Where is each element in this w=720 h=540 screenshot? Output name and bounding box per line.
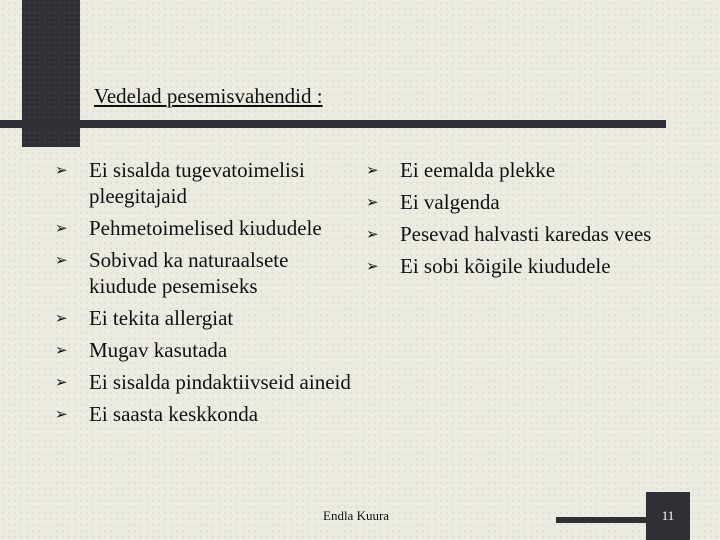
title-divider xyxy=(0,120,666,128)
list-item xyxy=(366,189,666,215)
arrow-bullet-icon: ➢ xyxy=(366,193,379,211)
page-number-box xyxy=(646,492,690,540)
arrow-bullet-icon: ➢ xyxy=(55,341,68,359)
list-item-text: Ei tekita allergiat xyxy=(89,306,234,330)
list-item xyxy=(55,369,355,395)
list-item xyxy=(55,247,355,299)
arrow-bullet-icon: ➢ xyxy=(55,219,68,237)
list-item-text: Ei sisalda pindaktiivseid aineid xyxy=(89,370,351,394)
list-item-text: Ei sisalda tugevatoimelisi pleegitajaid xyxy=(89,158,305,208)
list-item xyxy=(55,401,355,427)
list-item-text: Ei eemalda plekke xyxy=(400,158,556,182)
list-item xyxy=(366,221,666,247)
list-item xyxy=(55,157,355,209)
advantages-list xyxy=(55,157,355,433)
list-item-text: Ei saasta keskkonda xyxy=(89,402,259,426)
list-item xyxy=(366,157,666,183)
arrow-bullet-icon: ➢ xyxy=(55,309,68,327)
slide-title: Vedelad pesemisvahendid : xyxy=(94,84,323,108)
arrow-bullet-icon: ➢ xyxy=(55,161,68,179)
list-item xyxy=(55,215,355,241)
list-item-text: Pesevad halvasti karedas vees xyxy=(400,222,652,246)
list-item xyxy=(55,305,355,331)
arrow-bullet-icon: ➢ xyxy=(366,257,379,275)
arrow-bullet-icon: ➢ xyxy=(55,251,68,269)
list-item-text: Ei valgenda xyxy=(400,190,500,214)
list-item xyxy=(55,337,355,363)
footer-divider xyxy=(556,517,646,523)
arrow-bullet-icon: ➢ xyxy=(55,405,68,423)
list-item-text: Sobivad ka naturaalsete kiudude pesemiseks xyxy=(89,248,289,298)
list-item xyxy=(366,253,666,279)
list-item-text: Pehmetoimelised kiududele xyxy=(89,216,322,240)
list-item-text: Ei sobi kõigile kiududele xyxy=(400,254,611,278)
arrow-bullet-icon: ➢ xyxy=(55,373,68,391)
page-number: 11 xyxy=(661,508,675,523)
list-item-text: Mugav kasutada xyxy=(89,338,228,362)
arrow-bullet-icon: ➢ xyxy=(366,161,379,179)
footer-author: Endla Kuura xyxy=(323,508,390,523)
disadvantages-list xyxy=(366,157,666,285)
arrow-bullet-icon: ➢ xyxy=(366,225,379,243)
